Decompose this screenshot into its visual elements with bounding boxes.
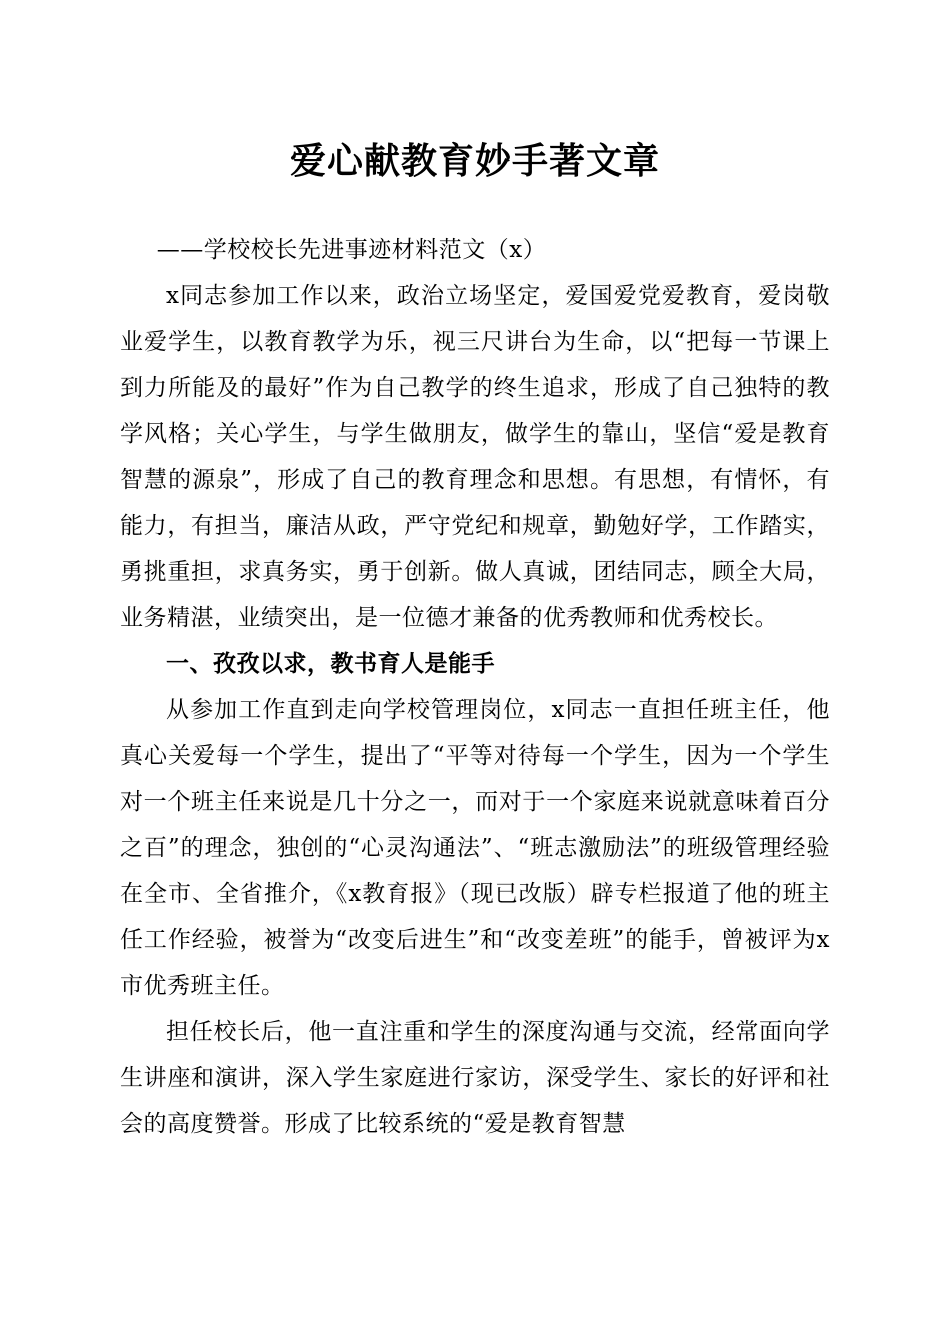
document-body: [120, 227, 830, 1147]
document-subtitle: ——学校校长先进事迹材料范文（x）: [156, 237, 547, 263]
paragraph-intro: x同志参加工作以来，政治立场坚定，爱国爱党爱教育，爱岗敬业爱学生，以教育教学为乐，视三尺讲台为生命，以“把每一节课上到力所能及的最好”作为自己教学的终生追求，形成了自己独特的教学风格；关心学生，与学生做朋友，做学生的靠山，坚信“爱是教育智慧的源泉”，形成了自己的教育理念和思想。有思想，有情怀，有能力，有担当，廉洁从政，严守党纪和规章，勤勉好学，工作踏实，勇挑重担，求真务实，勇于创新。做人真诚，团结同志，顾全大局，业务精湛，业绩突出，是一位德才兼备的优秀教师和优秀校长。: [120, 283, 830, 631]
section-heading: 一、孜孜以求，教书育人是能手: [166, 651, 495, 677]
paragraph-class-teacher: 从参加工作直到走向学校管理岗位，x同志一直担任班主任，他真心关爱每一个学生，提出了“平等对待每一个学生，因为一个学生对一个班主任来说是几十分之一，而对于一个家庭来说就意味着百分之百”的理念，独创的“心灵沟通法”、“班志激励法”的班级管理经验在全市、全省推介，《x教育报》（现已改版）辟专栏报道了他的班主任工作经验，被誉为“改变后进生”和“改变差班”的能手，曾被评为x市优秀班主任。: [120, 697, 830, 999]
document-title: 爱心献教育妙手著文章: [289, 140, 660, 182]
paragraph-principal: 担任校长后，他一直注重和学生的深度沟通与交流，经常面向学生讲座和演讲，深入学生家庭进行家访，深受学生、家长的好评和社会的高度赞誉。形成了比较系统的“爱是教育智慧: [120, 1019, 830, 1137]
